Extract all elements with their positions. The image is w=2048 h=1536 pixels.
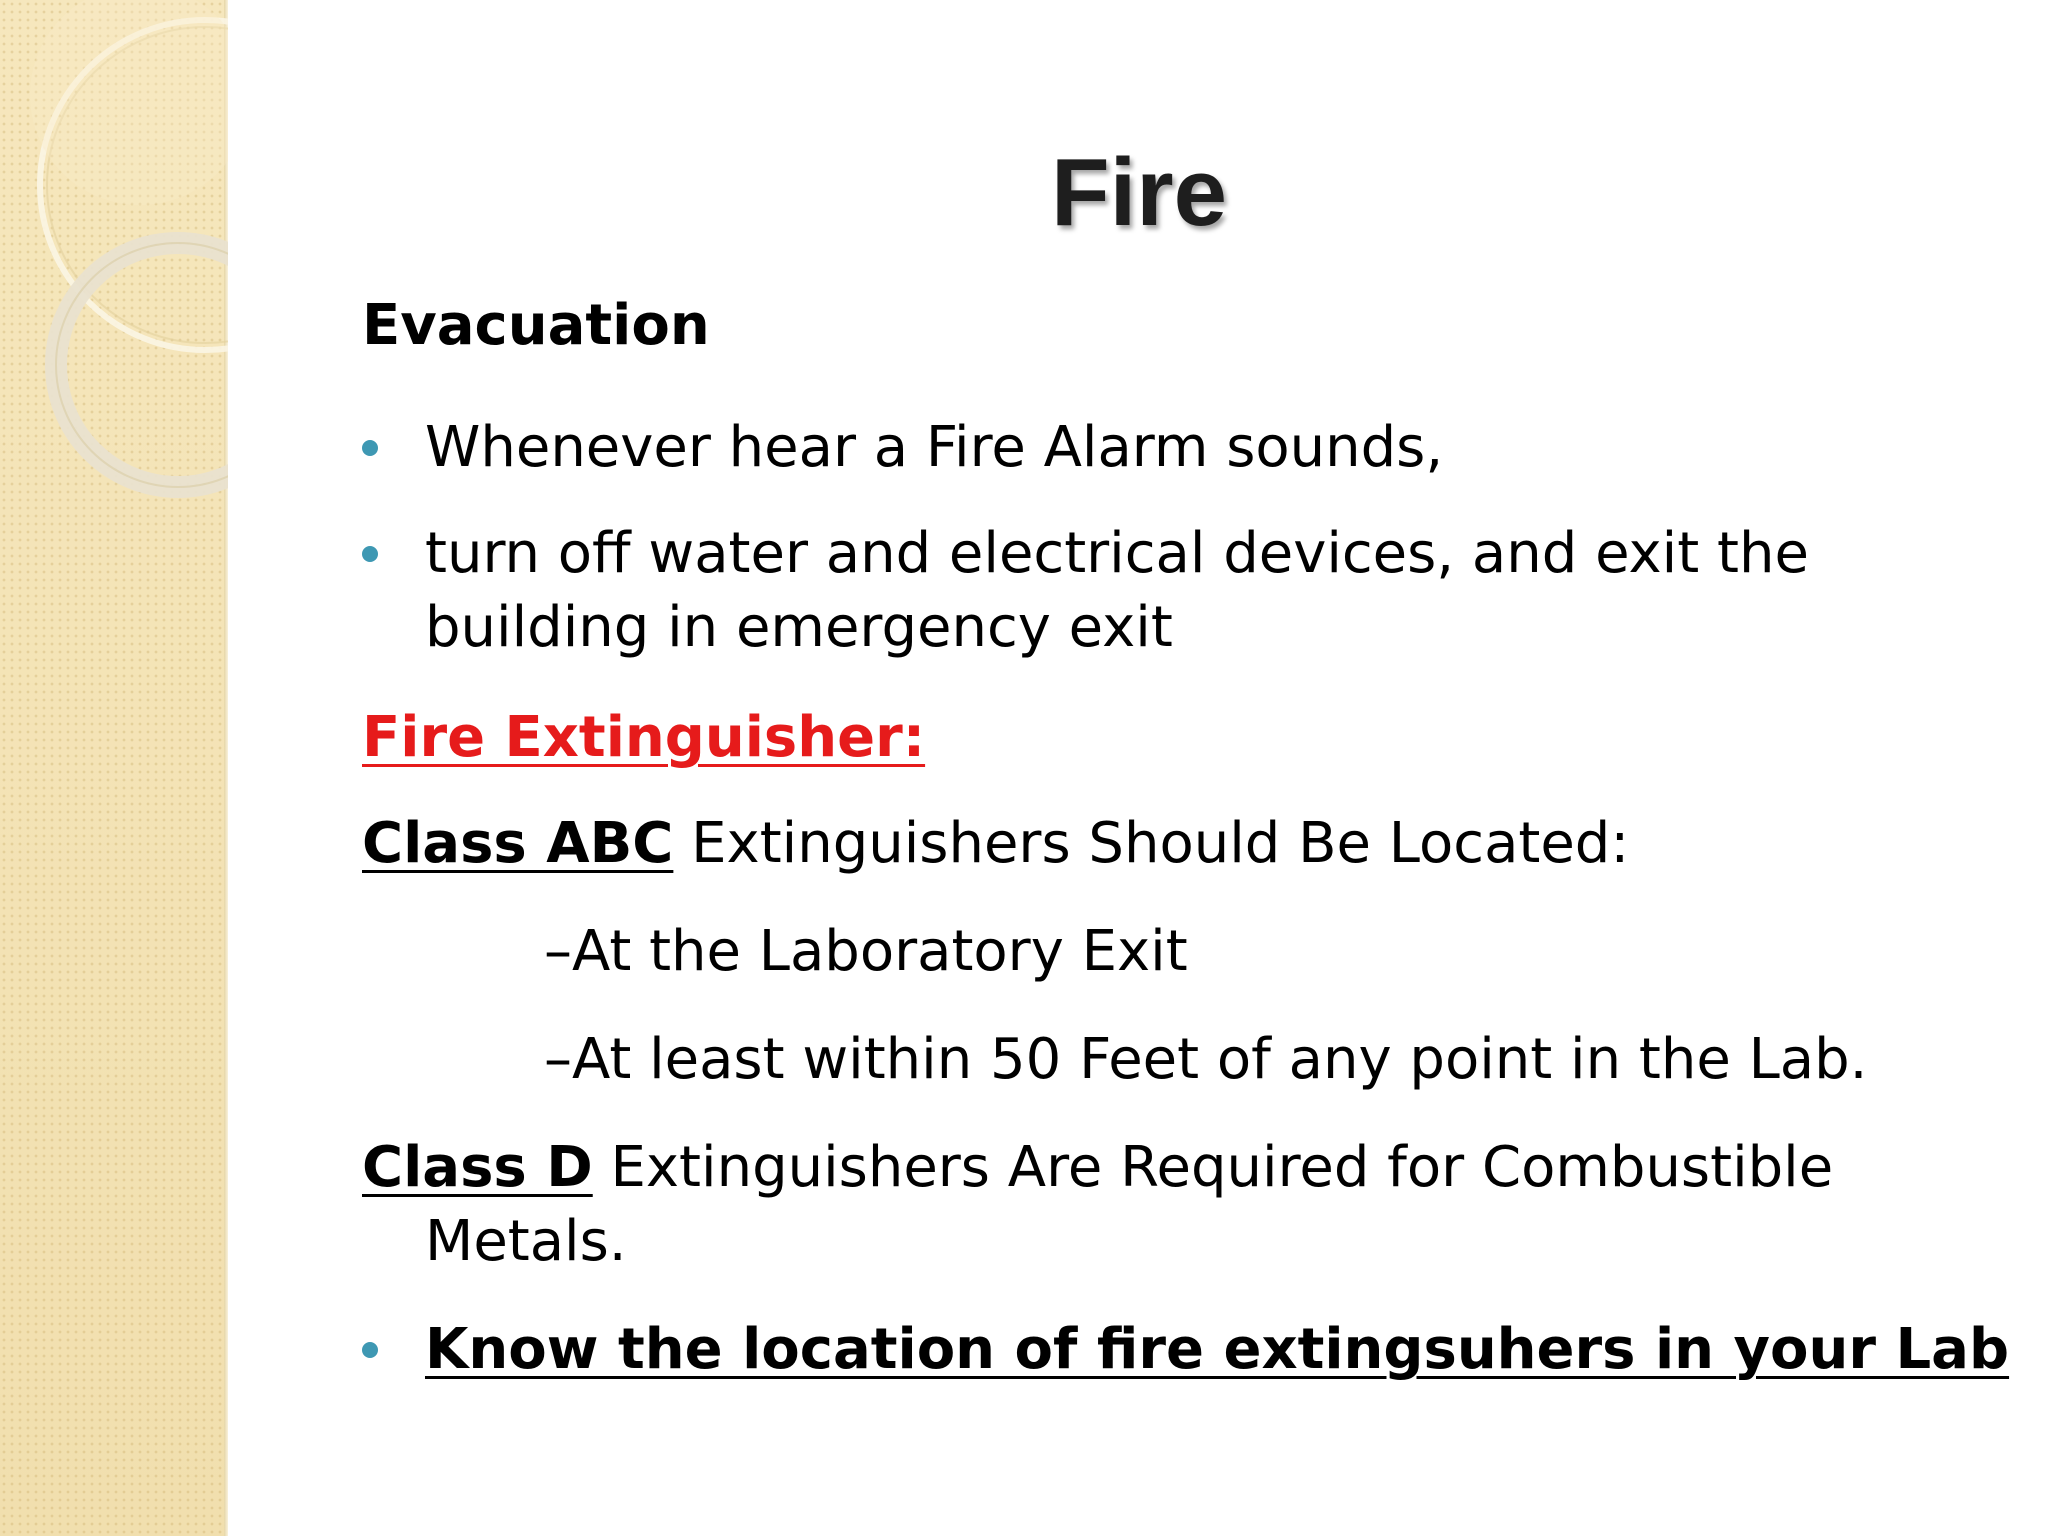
abc-location-item: –At least within 50 Feet of any point in the Lab.: [544, 1027, 1868, 1092]
fire-extinguisher-heading: Fire Extinguisher:: [362, 705, 926, 770]
bullet-text-continuation: building in emergency exit: [425, 595, 1173, 660]
bullet-dot-icon: [362, 546, 378, 562]
class-abc-label: Class ABC: [362, 811, 674, 876]
class-d-continuation: Metals.: [425, 1209, 627, 1274]
class-abc-text: Extinguishers Should Be Located:: [673, 811, 1630, 876]
decorative-rings: [0, 0, 228, 560]
class-d-line: [362, 1130, 1833, 1206]
bullet-dot-icon: [362, 1342, 378, 1358]
class-d-text: Extinguishers Are Required for Combustible: [592, 1135, 1834, 1200]
bullet-text: turn off water and electrical devices, and exit the: [425, 521, 1809, 586]
bullet-dot-icon: [362, 440, 378, 456]
slide-title: Fire: [1050, 139, 1228, 246]
abc-location-item: –At the Laboratory Exit: [544, 919, 1188, 984]
bullet-text: Whenever hear a Fire Alarm sounds,: [425, 415, 1444, 480]
final-bullet-text: Know the location of fire extingsuhers in your Lab: [425, 1317, 2010, 1382]
class-abc-line: [362, 806, 1629, 882]
class-d-label: Class D: [362, 1135, 593, 1200]
evacuation-heading: Evacuation: [362, 293, 710, 358]
